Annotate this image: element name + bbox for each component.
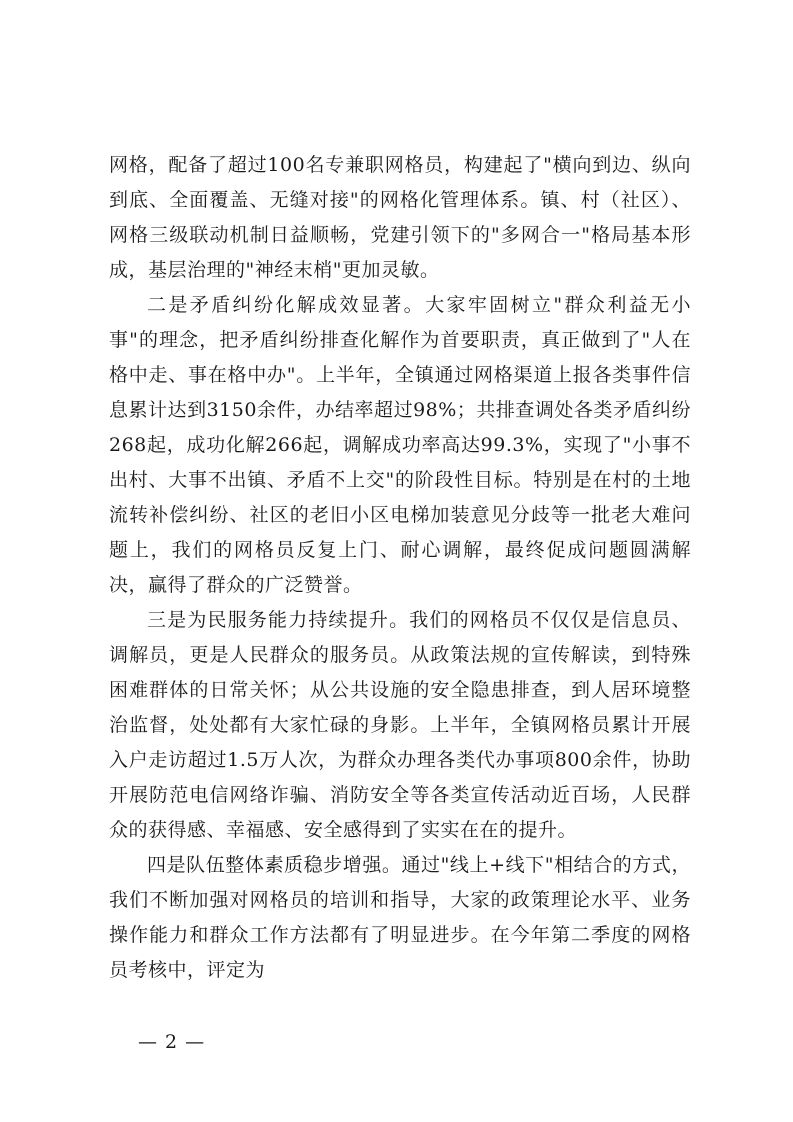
paragraph-grid-system: 网格，配备了超过100名专兼职网格员，构建起了"横向到边、纵向到底、全面覆盖、无缝对接"的网格化管理体系。镇、村（社区）、网格三级联动机制日益顺畅，党建引领下的"多网合一"格局基本形成，基层治理的"神经末梢"更加灵敏。 (109, 154, 691, 281)
document-body (109, 148, 691, 988)
paragraph-dispute-resolution: 二是矛盾纠纷化解成效显著。大家牢固树立"群众利益无小事"的理念，把矛盾纠纷排查化解作为首要职责，真正做到了"人在格中走、事在格中办"。上半年，全镇通过网格渠道上报各类事件信息累计达到3150余件，办结率超过98%；共排查调处各类矛盾纠纷268起，成功化解266起，调解成功率高达99.3%，实现了"小事不出村、大事不出镇、矛盾不上交"的阶段性目标。特别是在村的土地流转补偿纠纷、社区的老旧小区电梯加装意见分歧等一批老大难问题上，我们的网格员反复上门、耐心调解，最终促成问题圆满解决，赢得了群众的广泛赞誉。 (109, 294, 691, 596)
paragraph-public-service: 三是为民服务能力持续提升。我们的网格员不仅仅是信息员、调解员，更是人民群众的服务员。从政策法规的宣传解读，到特殊困难群体的日常关怀；从公共设施的安全隐患排查，到人居环境整治监督，处处都有大家忙碌的身影。上半年，全镇网格员累计开展入户走访超过1.5万人次，为群众办理各类代办事项800余件，协助开展防范电信网络诈骗、消防安全等各类宣传活动近百场，人民群众的获得感、幸福感、安全感得到了实实在在的提升。 (109, 609, 691, 841)
page-number: — 2 — (138, 1031, 206, 1053)
paragraph-team-quality: 四是队伍整体素质稳步增强。通过"线上+线下"相结合的方式，我们不断加强对网格员的培训和指导，大家的政策理论水平、业务操作能力和群众工作方法都有了明显进步。在今年第二季度的网格员考核中，评定为 (109, 854, 691, 981)
